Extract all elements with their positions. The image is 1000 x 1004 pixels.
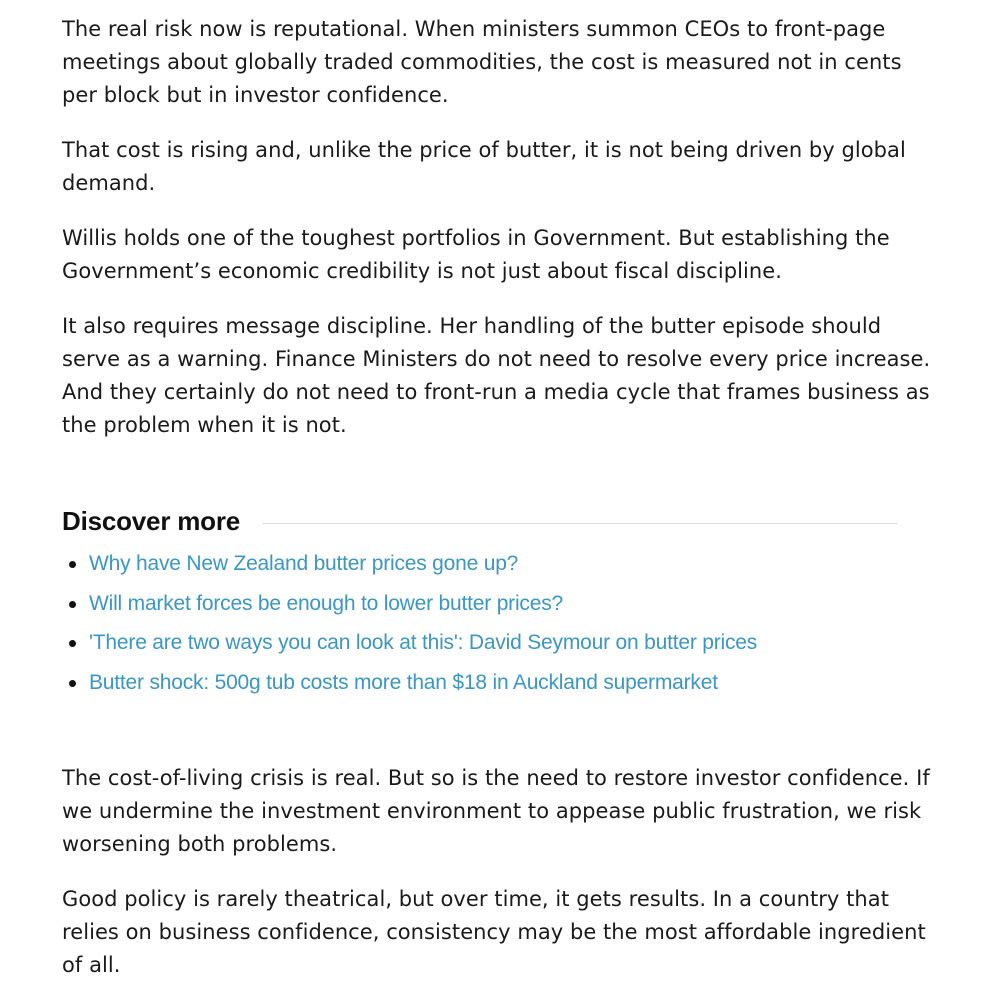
list-item [62, 544, 932, 584]
article-paragraph: Willis holds one of the toughest portfolios in Government. But establishing the Government’s economic credibility is not just about fiscal discipline. [62, 226, 890, 283]
discover-more-section [62, 504, 932, 702]
bullet-icon [69, 561, 76, 568]
article-paragraph: That cost is rising and, unlike the price of butter, it is not being driven by global demand. [62, 138, 906, 195]
discover-more-header [62, 504, 932, 538]
article-paragraph: The real risk now is reputational. When ministers summon CEOs to front-page meetings about globally traded commodities, the cost is measured not in cents per block but in investor confidence. [62, 17, 902, 107]
related-article-link[interactable]: 'There are two ways you can look at this': David Seymour on butter prices [89, 631, 758, 654]
article-paragraph: Good policy is rarely theatrical, but over time, it gets results. In a country that relies on business confidence, consistency may be the most affordable ingredient of all. [62, 887, 926, 977]
discover-more-title: Discover more [62, 505, 241, 536]
list-item [62, 663, 932, 703]
discover-link-list [62, 544, 932, 702]
bullet-icon [69, 640, 76, 647]
related-article-link[interactable]: Why have New Zealand butter prices gone up? [89, 552, 519, 575]
article-paragraph: It also requires message discipline. Her handling of the butter episode should serve as a warning. Finance Ministers do not need to resolve every price increase. And they certainly do not need to front-run a media cycle that frames business as the problem when it is not. [62, 314, 931, 437]
related-article-link[interactable]: Will market forces be enough to lower butter prices? [89, 591, 563, 615]
discover-divider [262, 523, 898, 524]
related-article-link[interactable]: Butter shock: 500g tub costs more than $18 in Auckland supermarket [89, 670, 718, 694]
bullet-icon [69, 680, 76, 687]
list-item [62, 623, 932, 663]
list-item [62, 584, 932, 624]
bullet-icon [69, 601, 76, 608]
article-body [62, 13, 932, 1004]
article-paragraph: The cost-of-living crisis is real. But so is the need to restore investor confidence. If we undermine the investment environment to appease public frustration, we risk worsening both problems. [62, 766, 930, 856]
